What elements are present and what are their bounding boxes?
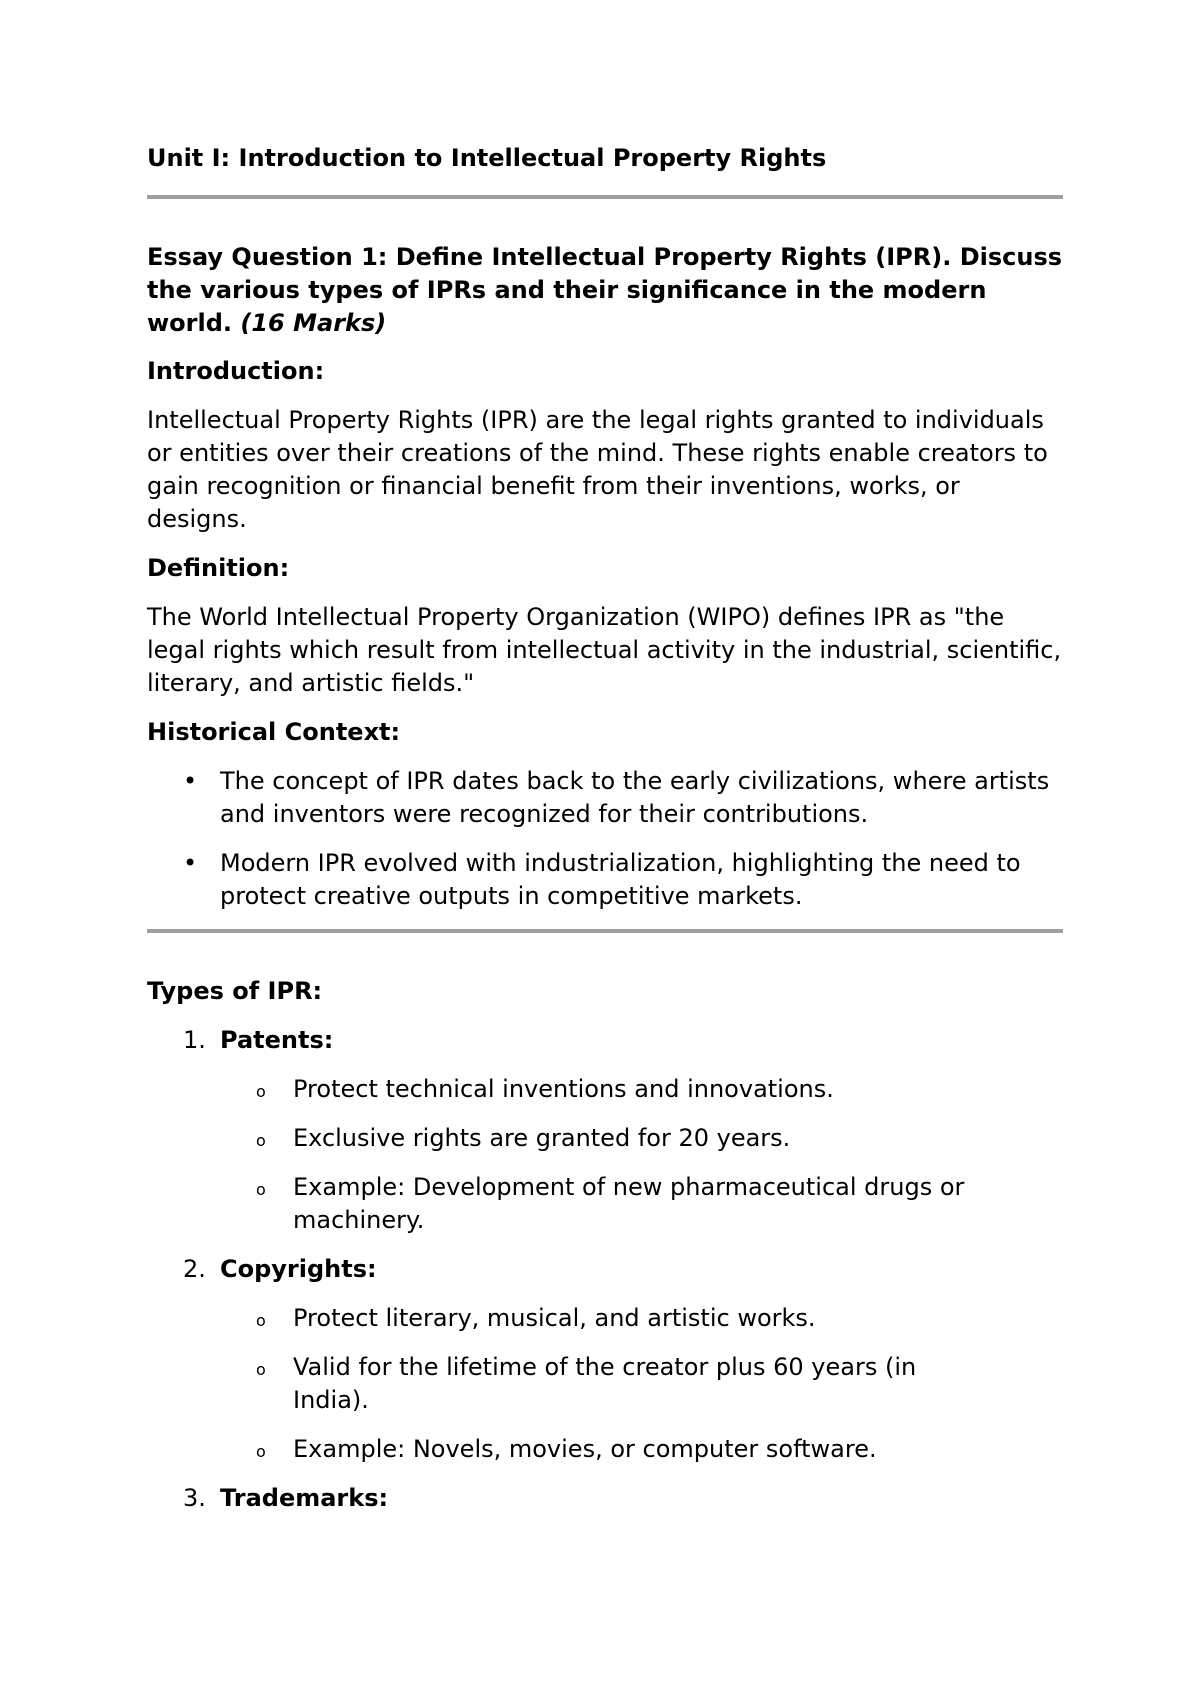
sub-item (220, 1351, 1063, 1417)
sub-item-text: Valid for the lifetime of the creator plus 60 years (in India). (293, 1353, 917, 1414)
type-item-patents (147, 1024, 1063, 1237)
type-item-trademarks (147, 1482, 1063, 1515)
circle-bullet-icon: o (256, 1442, 266, 1461)
essay-section (147, 241, 1063, 913)
sub-item-text: Protect technical inventions and innovations. (293, 1075, 834, 1103)
list-number: 3. (183, 1484, 206, 1512)
unit-title: Unit I: Introduction to Intellectual Property Rights (147, 144, 827, 172)
introduction-text: Intellectual Property Rights (IPR) are the legal rights granted to individuals or entities over their creations of the mind. These rights enable creators to gain recognition or financial benefit from their inventions, works, or designs. (147, 406, 1048, 533)
sub-item (220, 1122, 1063, 1155)
definition-heading: Definition: (147, 554, 290, 582)
horizontal-rule-middle (147, 929, 1063, 933)
list-item-text: The concept of IPR dates back to the early civilizations, where artists and inventors were recognized for their contributions. (220, 767, 1050, 828)
circle-bullet-icon: o (256, 1311, 266, 1330)
bullet-icon: • (183, 767, 198, 795)
sub-item-text: Example: Novels, movies, or computer software. (293, 1435, 877, 1463)
list-item (147, 847, 1063, 913)
historical-context-heading: Historical Context: (147, 718, 401, 746)
type-item-copyrights (147, 1253, 1063, 1466)
introduction-heading: Introduction: (147, 357, 325, 385)
question-text: Essay Question 1: Define Intellectual Property Rights (IPR). Discuss the various types of IPRs and their significance in the modern world. (147, 243, 1063, 337)
essay-question (147, 241, 1063, 340)
circle-bullet-icon: o (256, 1082, 266, 1101)
sub-item (220, 1073, 1063, 1106)
sub-item (220, 1171, 1063, 1237)
type-label: Trademarks: (220, 1484, 389, 1512)
document-page (147, 0, 1063, 1696)
sub-item (220, 1433, 1063, 1466)
types-section (147, 975, 1063, 1531)
list-number: 1. (183, 1026, 206, 1054)
circle-bullet-icon: o (256, 1360, 266, 1379)
type-label: Patents: (220, 1026, 334, 1054)
sub-item-text: Protect literary, musical, and artistic works. (293, 1304, 816, 1332)
types-list (147, 1024, 1063, 1515)
sub-list (220, 1073, 1063, 1237)
types-heading: Types of IPR: (147, 977, 323, 1005)
sub-item-text: Example: Development of new pharmaceutical drugs or machinery. (293, 1173, 965, 1234)
sub-list (220, 1302, 1063, 1466)
list-number: 2. (183, 1255, 206, 1283)
sub-item-text: Exclusive rights are granted for 20 years. (293, 1124, 791, 1152)
circle-bullet-icon: o (256, 1131, 266, 1150)
definition-text: The World Intellectual Property Organization (WIPO) defines IPR as "the legal rights which result from intellectual activity in the industrial, scientific, literary, and artistic fields." (147, 603, 1062, 697)
historical-context-list (147, 765, 1063, 913)
bullet-icon: • (183, 849, 198, 877)
horizontal-rule-top (147, 195, 1063, 199)
list-item (147, 765, 1063, 831)
sub-item (220, 1302, 1063, 1335)
list-item-text: Modern IPR evolved with industrialization, highlighting the need to protect creative outputs in competitive markets. (220, 849, 1021, 910)
type-label: Copyrights: (220, 1255, 377, 1283)
circle-bullet-icon: o (256, 1180, 266, 1199)
question-marks: (16 Marks) (240, 309, 387, 337)
